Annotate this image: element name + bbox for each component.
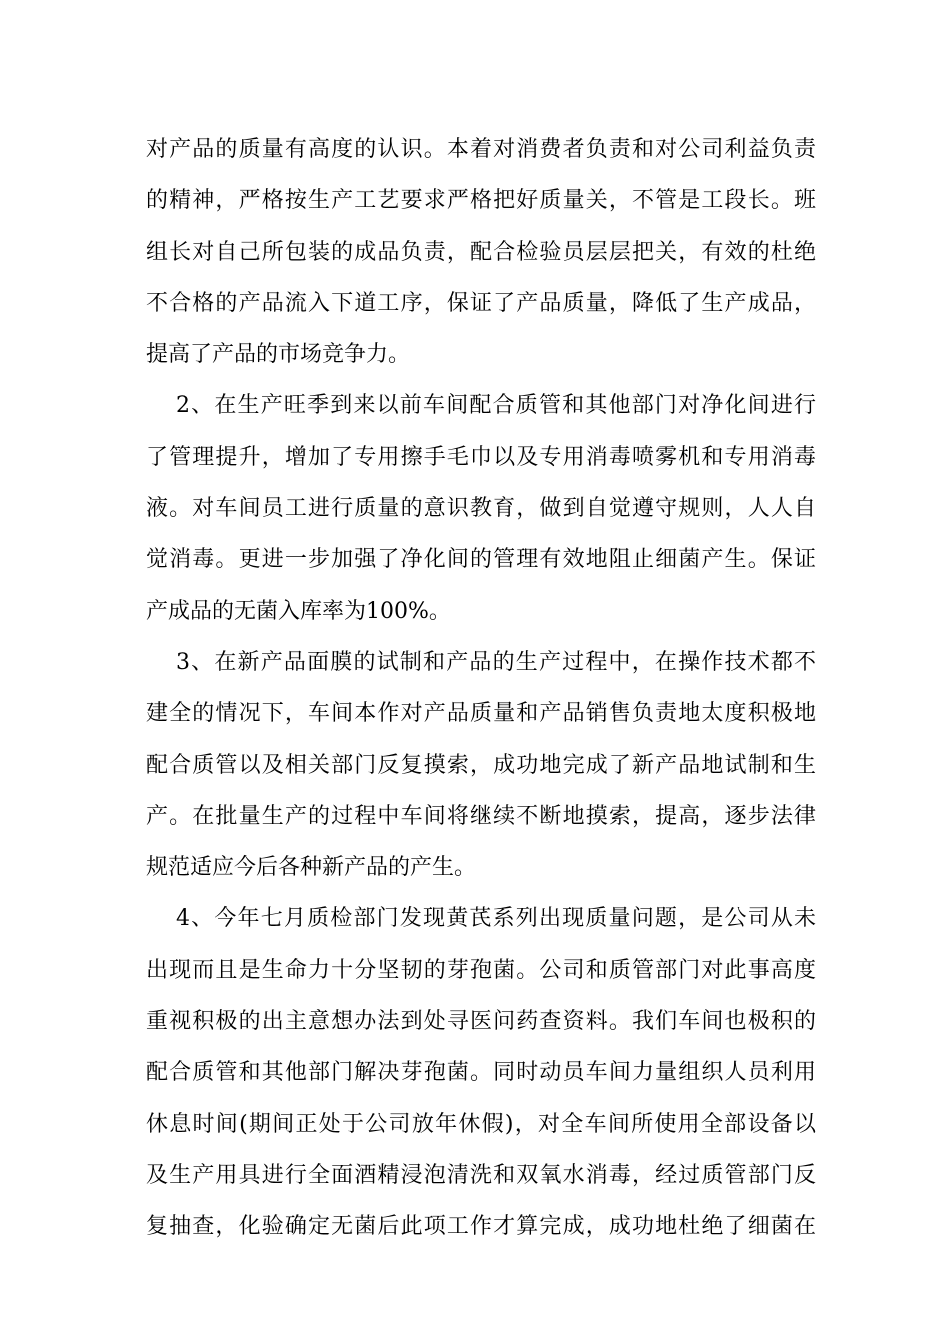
text-line: 配合质管和其他部门解决芽孢菌。同时动员车间力量组织人员利用 bbox=[146, 1060, 816, 1086]
text-line: 2、在生产旺季到来以前车间配合质管和其他部门对净化间进行 bbox=[176, 393, 816, 419]
text-line: 提高了产品的市场竞争力。 bbox=[146, 342, 411, 368]
text-line: 的精神，严格按生产工艺要求严格把好质量关，不管是工段长。班 bbox=[146, 188, 816, 214]
text-line: 对产品的质量有高度的认识。本着对消费者负责和对公司利益负责 bbox=[146, 137, 816, 162]
text-line: 建全的情况下，车间本作对产品质量和产品销售负责地太度积极地 bbox=[146, 701, 816, 727]
text-line: 休息时间(期间正处于公司放年休假)，对全车间所使用全部设备以 bbox=[146, 1111, 816, 1137]
text-line: 产。在批量生产的过程中车间将继续不断地摸索，提高，逐步法律 bbox=[146, 803, 816, 829]
text-line: 了管理提升，增加了专用擦手毛巾以及专用消毒喷雾机和专用消毒 bbox=[146, 444, 816, 470]
text-line: 液。对车间员工进行质量的意识教育，做到自觉遵守规则，人人自 bbox=[146, 496, 816, 522]
body-text bbox=[146, 124, 816, 1253]
text-line: 不合格的产品流入下道工序，保证了产品质量，降低了生产成品， bbox=[146, 290, 816, 316]
text-line: 及生产用具进行全面酒精浸泡清洗和双氧水消毒，经过质管部门反 bbox=[146, 1162, 816, 1188]
text-line: 重视积极的出主意想办法到处寻医问药查资料。我们车间也极积的 bbox=[146, 1009, 816, 1035]
text-line: 配合质管以及相关部门反复摸索，成功地完成了新产品地试制和生 bbox=[146, 752, 816, 778]
text-line: 复抽查，化验确定无菌后此项工作才算完成，成功地杜绝了细菌在 bbox=[146, 1214, 816, 1240]
text-line: 3、在新产品面膜的试制和产品的生产过程中，在操作技术都不 bbox=[176, 649, 816, 675]
text-line: 觉消毒。更进一步加强了净化间的管理有效地阻止细菌产生。保证 bbox=[146, 547, 816, 573]
text-line: 规范适应今后各种新产品的产生。 bbox=[146, 855, 477, 881]
text-line: 4、今年七月质检部门发现黄芪系列出现质量问题，是公司从未 bbox=[176, 906, 816, 932]
text-line: 出现而且是生命力十分坚韧的芽孢菌。公司和质管部门对此事高度 bbox=[146, 957, 816, 983]
text-line: 产成品的无菌入库率为100%。 bbox=[146, 598, 451, 624]
text-line: 组长对自己所包装的成品负责，配合检验员层层把关，有效的杜绝 bbox=[146, 239, 816, 265]
